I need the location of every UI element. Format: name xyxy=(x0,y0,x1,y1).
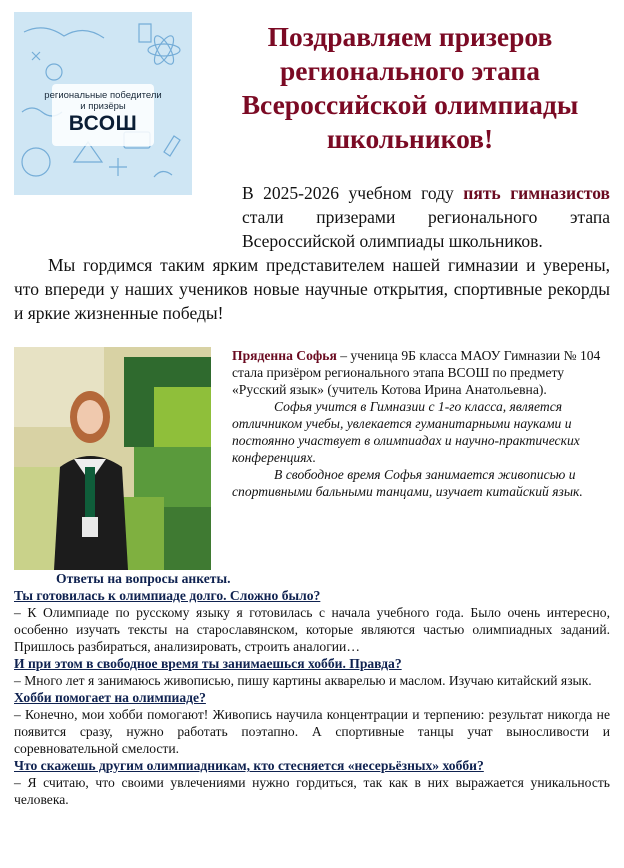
question-4: Что скажешь другим олимпиадникам, кто стесняется «несерьёзных» хобби? xyxy=(14,758,484,773)
student-bio xyxy=(232,347,608,500)
title-line4: школьников! xyxy=(326,123,494,154)
vsosh-logo xyxy=(14,12,192,195)
title-line2: регионального этапа xyxy=(279,55,541,86)
question-3: Хобби помогает на олимпиаде? xyxy=(14,690,206,705)
title-line1: Поздравляем призеров xyxy=(267,21,553,52)
answer-2: – Много лет я занимаюсь живописью, пишу картины акварелью и маслом. Изучаю китайский язык. xyxy=(14,673,592,688)
student-photo-image xyxy=(14,347,211,570)
intro-paragraph-1 xyxy=(14,181,610,253)
bio-italic-1: Софья учится в Гимназии с 1-го класса, является отличником учебы, увлекается гуманитарными науками и постоянно участвует в олимпиадах и научно-практических конференциях. xyxy=(232,399,580,465)
question-2: И при этом в свободное время ты занимаешься хобби. Правда? xyxy=(14,656,402,671)
page-title xyxy=(210,20,610,156)
intro-p1-text: В 2025-2026 учебном году xyxy=(242,183,464,203)
title-line3: Всероссийской олимпиады xyxy=(241,89,579,120)
logo-caption-line1: региональные победители xyxy=(44,90,162,101)
intro-p1-bold: пять гимназистов xyxy=(463,183,610,203)
answer-3: – Конечно, мои хобби помогают! Живопись научила концентрации и терпению: результат никогда не появится сразу, нужно работать поэтапно. А спортивные танцы учат выносливости и соревновательной смелости. xyxy=(14,707,610,756)
bio-italic-2: В свободное время Софья занимается живописью и спортивными бальными танцами, изучает китайский язык. xyxy=(232,467,583,499)
student-photo xyxy=(14,347,211,570)
bio-intro-text: – ученица 9Б класса МАОУ Гимназии № 104 стала призёром регионального этапа ВСОШ по предмету «Русский язык» (учитель Котова Ирина Анатольевна). xyxy=(232,348,601,397)
intro-paragraph-2: Мы гордимся таким ярким представителем нашей гимназии и уверены, что впереди у наших учеников новые научные открытия, спортивные рекорды и яркие жизненные победы! xyxy=(14,255,610,323)
question-1: Ты готовилась к олимпиаде долго. Сложно было? xyxy=(14,588,321,603)
logo-caption xyxy=(14,90,192,112)
questionnaire xyxy=(14,570,610,808)
logo-wordmark: ВСОШ xyxy=(68,112,138,135)
student-name: Пряденна Софья xyxy=(232,348,337,363)
intro-text xyxy=(14,181,610,325)
bio-intro xyxy=(232,347,608,398)
answer-4: – Я считаю, что своими увлечениями нужно гордиться, так как в них выражается уникальность человека. xyxy=(14,775,610,807)
questionnaire-heading: Ответы на вопросы анкеты. xyxy=(56,571,231,586)
logo-caption-line2: и призёры xyxy=(80,101,126,112)
intro-p1-rest: стали призерами регионального этапа Всероссийской олимпиады школьников. xyxy=(242,207,610,251)
answer-1: – К Олимпиаде по русскому языку я готовилась с начала учебного года. Было очень интересно, особенно изучать тексты на старославянском, которые являются частью олимпиадных заданий. Пришлось разбираться, анализировать, строить аналогии… xyxy=(14,605,610,654)
